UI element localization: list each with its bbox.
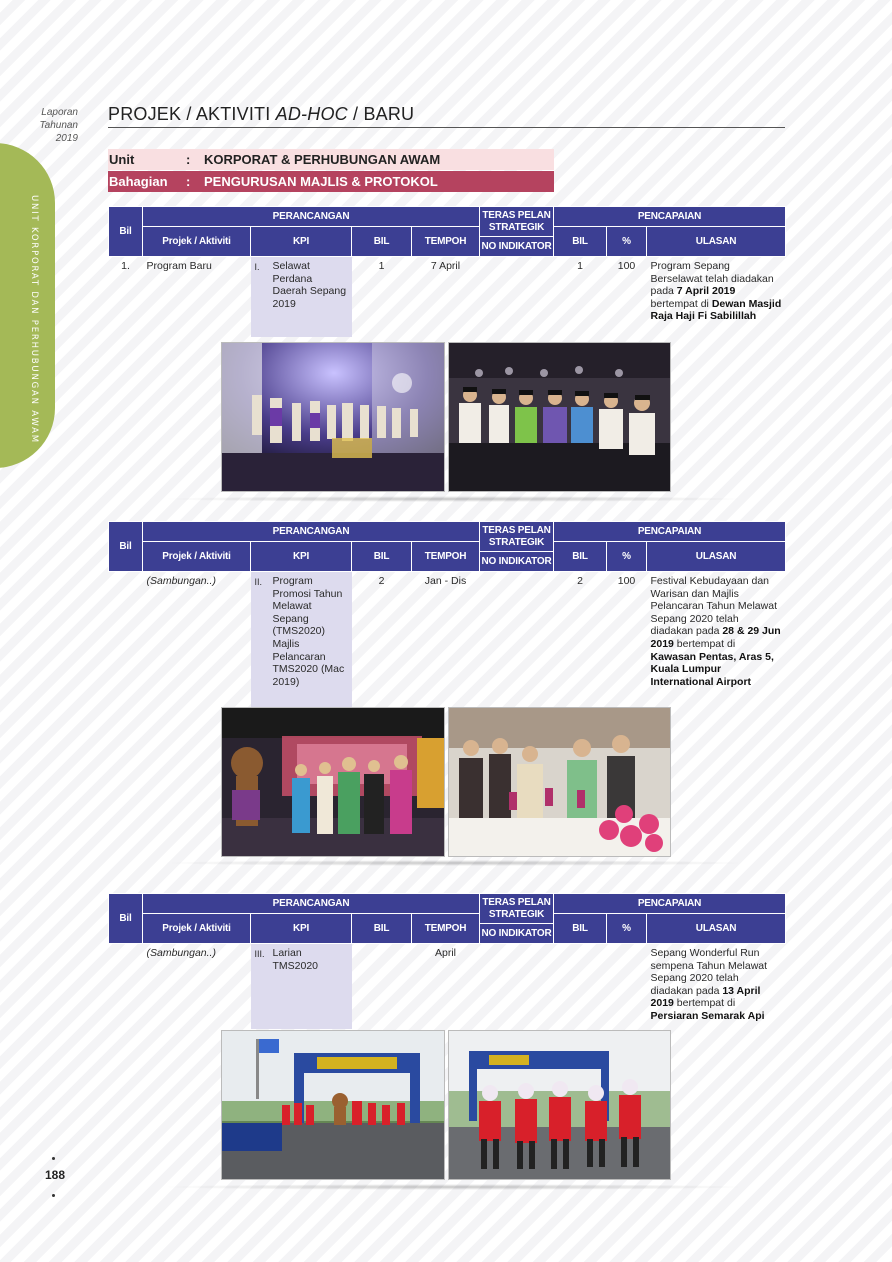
- title-pre: PROJEK / AKTIVITI: [108, 104, 276, 124]
- row-pct: 100: [617, 575, 636, 587]
- ulasan-bold: Dewan Masjid Raja Haji Fi Sabilillah: [650, 297, 782, 323]
- photo-shadow: [160, 860, 750, 866]
- row-teras: [480, 944, 554, 1029]
- header-bil-target: BIL: [352, 542, 412, 572]
- bahagian-row: [108, 171, 554, 192]
- header-bil-target: BIL: [352, 914, 412, 944]
- header-projek: Projek / Aktiviti: [143, 542, 251, 572]
- header-teras: [480, 894, 554, 944]
- report-label: [22, 106, 78, 145]
- ulasan-part: bertempat di: [673, 637, 736, 650]
- header-kpi: KPI: [251, 914, 352, 944]
- audience-seated-photo: [448, 342, 671, 492]
- kpi-text: Program Promosi Tahun Melawat Sepang (TMS2020) Majlis Pelancaran TMS2020 (Mac 2019): [272, 575, 345, 688]
- stage-ceremony-photo: [221, 342, 445, 492]
- table-row: [109, 572, 786, 708]
- title-post: / BARU: [347, 104, 415, 124]
- kpi-table-2: [108, 521, 786, 708]
- page-dot-top: [52, 1157, 55, 1160]
- kpi-table-3: [108, 893, 786, 1029]
- ulasan-part: Sepang Wonderful Run sempena Tahun Melawat Sepang 2020 telah diadakan pada: [650, 947, 768, 997]
- page-number: 188: [44, 1168, 66, 1182]
- header-teras: [480, 522, 554, 572]
- header-pencapaian: PENCAPAIAN: [554, 522, 786, 542]
- row-tempoh: April: [435, 947, 457, 959]
- report-label-line2: Tahunan: [39, 120, 78, 131]
- row-kpi: [251, 944, 352, 1029]
- bahagian-colon: :: [186, 174, 191, 189]
- table-row: [109, 257, 786, 337]
- launch-stage-photo: [221, 707, 445, 857]
- header-tempoh: TEMPOH: [412, 914, 480, 944]
- bahagian-key: Bahagian: [109, 174, 168, 189]
- ulasan-part: Program Sepang Berselawat telah diadakan pada: [650, 260, 774, 298]
- kpi-number: III.: [254, 949, 265, 959]
- header-teras-top: TERAS PELAN STRATEGIK: [480, 894, 553, 924]
- row-tempoh: Jan - Dis: [424, 575, 467, 587]
- ulasan-bold: Persiaran Semarak Api: [650, 1009, 765, 1022]
- kpi-text: Larian TMS2020: [272, 947, 319, 972]
- row-bil: [109, 572, 143, 708]
- report-label-year: 2019: [55, 133, 78, 144]
- ulasan-part: bertempat di: [673, 997, 736, 1010]
- row-bil: 1.: [121, 260, 130, 272]
- header-projek: Projek / Aktiviti: [143, 914, 251, 944]
- header-pct: %: [607, 914, 647, 944]
- title-italic: AD-HOC: [275, 104, 348, 124]
- photo-shadow: [160, 1184, 750, 1190]
- row-ulasan: [647, 944, 786, 1029]
- row-bil-achieved: [554, 944, 607, 1029]
- runners-group-photo: [448, 1030, 671, 1180]
- row-ulasan: [647, 572, 786, 708]
- row-bil: [109, 944, 143, 1029]
- header-pencapaian: PENCAPAIAN: [554, 894, 786, 914]
- page-dot-bottom: [52, 1194, 55, 1197]
- ulasan-bold: 7 April 2019: [676, 285, 736, 298]
- header-teras-bottom: NO INDIKATOR: [481, 241, 552, 252]
- header-projek: Projek / Aktiviti: [143, 227, 251, 257]
- row-projek: (Sambungan..): [146, 947, 216, 959]
- photo-shadow: [160, 496, 750, 502]
- ulasan-bold: Kawasan Pentas, Aras 5, Kuala Lumpur International Airport: [650, 650, 774, 688]
- row-teras: [480, 257, 554, 337]
- page-title: [108, 104, 785, 128]
- header-teras-bottom: NO INDIKATOR: [481, 556, 552, 567]
- header-perancangan: PERANCANGAN: [143, 522, 480, 542]
- row-kpi: [251, 572, 352, 708]
- bahagian-value: PENGURUSAN MAJLIS & PROTOKOL: [204, 174, 438, 189]
- header-kpi: KPI: [251, 227, 352, 257]
- unit-key: Unit: [109, 152, 135, 167]
- header-bil: Bil: [109, 522, 143, 572]
- header-tempoh: TEMPOH: [412, 227, 480, 257]
- run-start-finish-photo: [221, 1030, 445, 1180]
- row-teras: [480, 572, 554, 708]
- kpi-table-1: [108, 206, 786, 337]
- header-perancangan: PERANCANGAN: [143, 894, 480, 914]
- row-kpi: [251, 257, 352, 337]
- header-pct: %: [607, 542, 647, 572]
- header-teras-top: TERAS PELAN STRATEGIK: [480, 207, 553, 237]
- row-pct: 100: [617, 260, 636, 272]
- kpi-number: I.: [254, 262, 260, 272]
- header-pencapaian: PENCAPAIAN: [554, 207, 786, 227]
- header-bil-achieved: BIL: [554, 227, 607, 257]
- row-pct: [607, 944, 647, 1029]
- unit-colon: :: [186, 152, 191, 167]
- row-ulasan: [647, 257, 786, 337]
- ulasan-part: Festival Kebudayaan dan Warisan dan Majlis Pelancaran Tahun Melawat Sepang 2020 telah diadakan pada: [650, 575, 777, 638]
- header-bil: Bil: [109, 207, 143, 257]
- kpi-number: II.: [254, 577, 263, 587]
- header-ulasan: ULASAN: [647, 914, 786, 944]
- row-projek: Program Baru: [146, 260, 212, 272]
- row-bil-target: [352, 944, 412, 1029]
- header-kpi: KPI: [251, 542, 352, 572]
- header-ulasan: ULASAN: [647, 227, 786, 257]
- header-bil-target: BIL: [352, 227, 412, 257]
- row-projek: (Sambungan..): [146, 575, 216, 587]
- header-bil: Bil: [109, 894, 143, 944]
- header-pct: %: [607, 227, 647, 257]
- ulasan-part: bertempat di: [650, 297, 712, 310]
- row-bil-target: 2: [378, 575, 385, 587]
- header-teras-bottom: NO INDIKATOR: [481, 928, 552, 939]
- header-perancangan: PERANCANGAN: [143, 207, 480, 227]
- header-ulasan: ULASAN: [647, 542, 786, 572]
- dragonfruit-table-photo: [448, 707, 671, 857]
- ulasan-bold: 13 April 2019: [650, 984, 761, 1010]
- header-tempoh: TEMPOH: [412, 542, 480, 572]
- row-bil-achieved: 1: [577, 260, 583, 272]
- header-bil-achieved: BIL: [554, 542, 607, 572]
- row-bil-achieved: 2: [577, 575, 583, 587]
- header-teras-top: TERAS PELAN STRATEGIK: [480, 522, 553, 552]
- row-tempoh: 7 April: [430, 260, 461, 272]
- header-teras: [480, 207, 554, 257]
- ulasan-bold: 28 & 29 Jun 2019: [650, 625, 781, 650]
- kpi-text: Selawat Perdana Daerah Sepang 2019: [272, 260, 347, 310]
- unit-row: [108, 149, 554, 170]
- row-bil-target: 1: [378, 260, 385, 272]
- header-bil-achieved: BIL: [554, 914, 607, 944]
- side-tab-label: UNIT KORPORAT DAN PERHUBUNGAN AWAM: [29, 195, 39, 444]
- report-label-line1: Laporan: [41, 107, 78, 118]
- table-row: [109, 944, 786, 1029]
- unit-value: KORPORAT & PERHUBUNGAN AWAM: [204, 152, 441, 167]
